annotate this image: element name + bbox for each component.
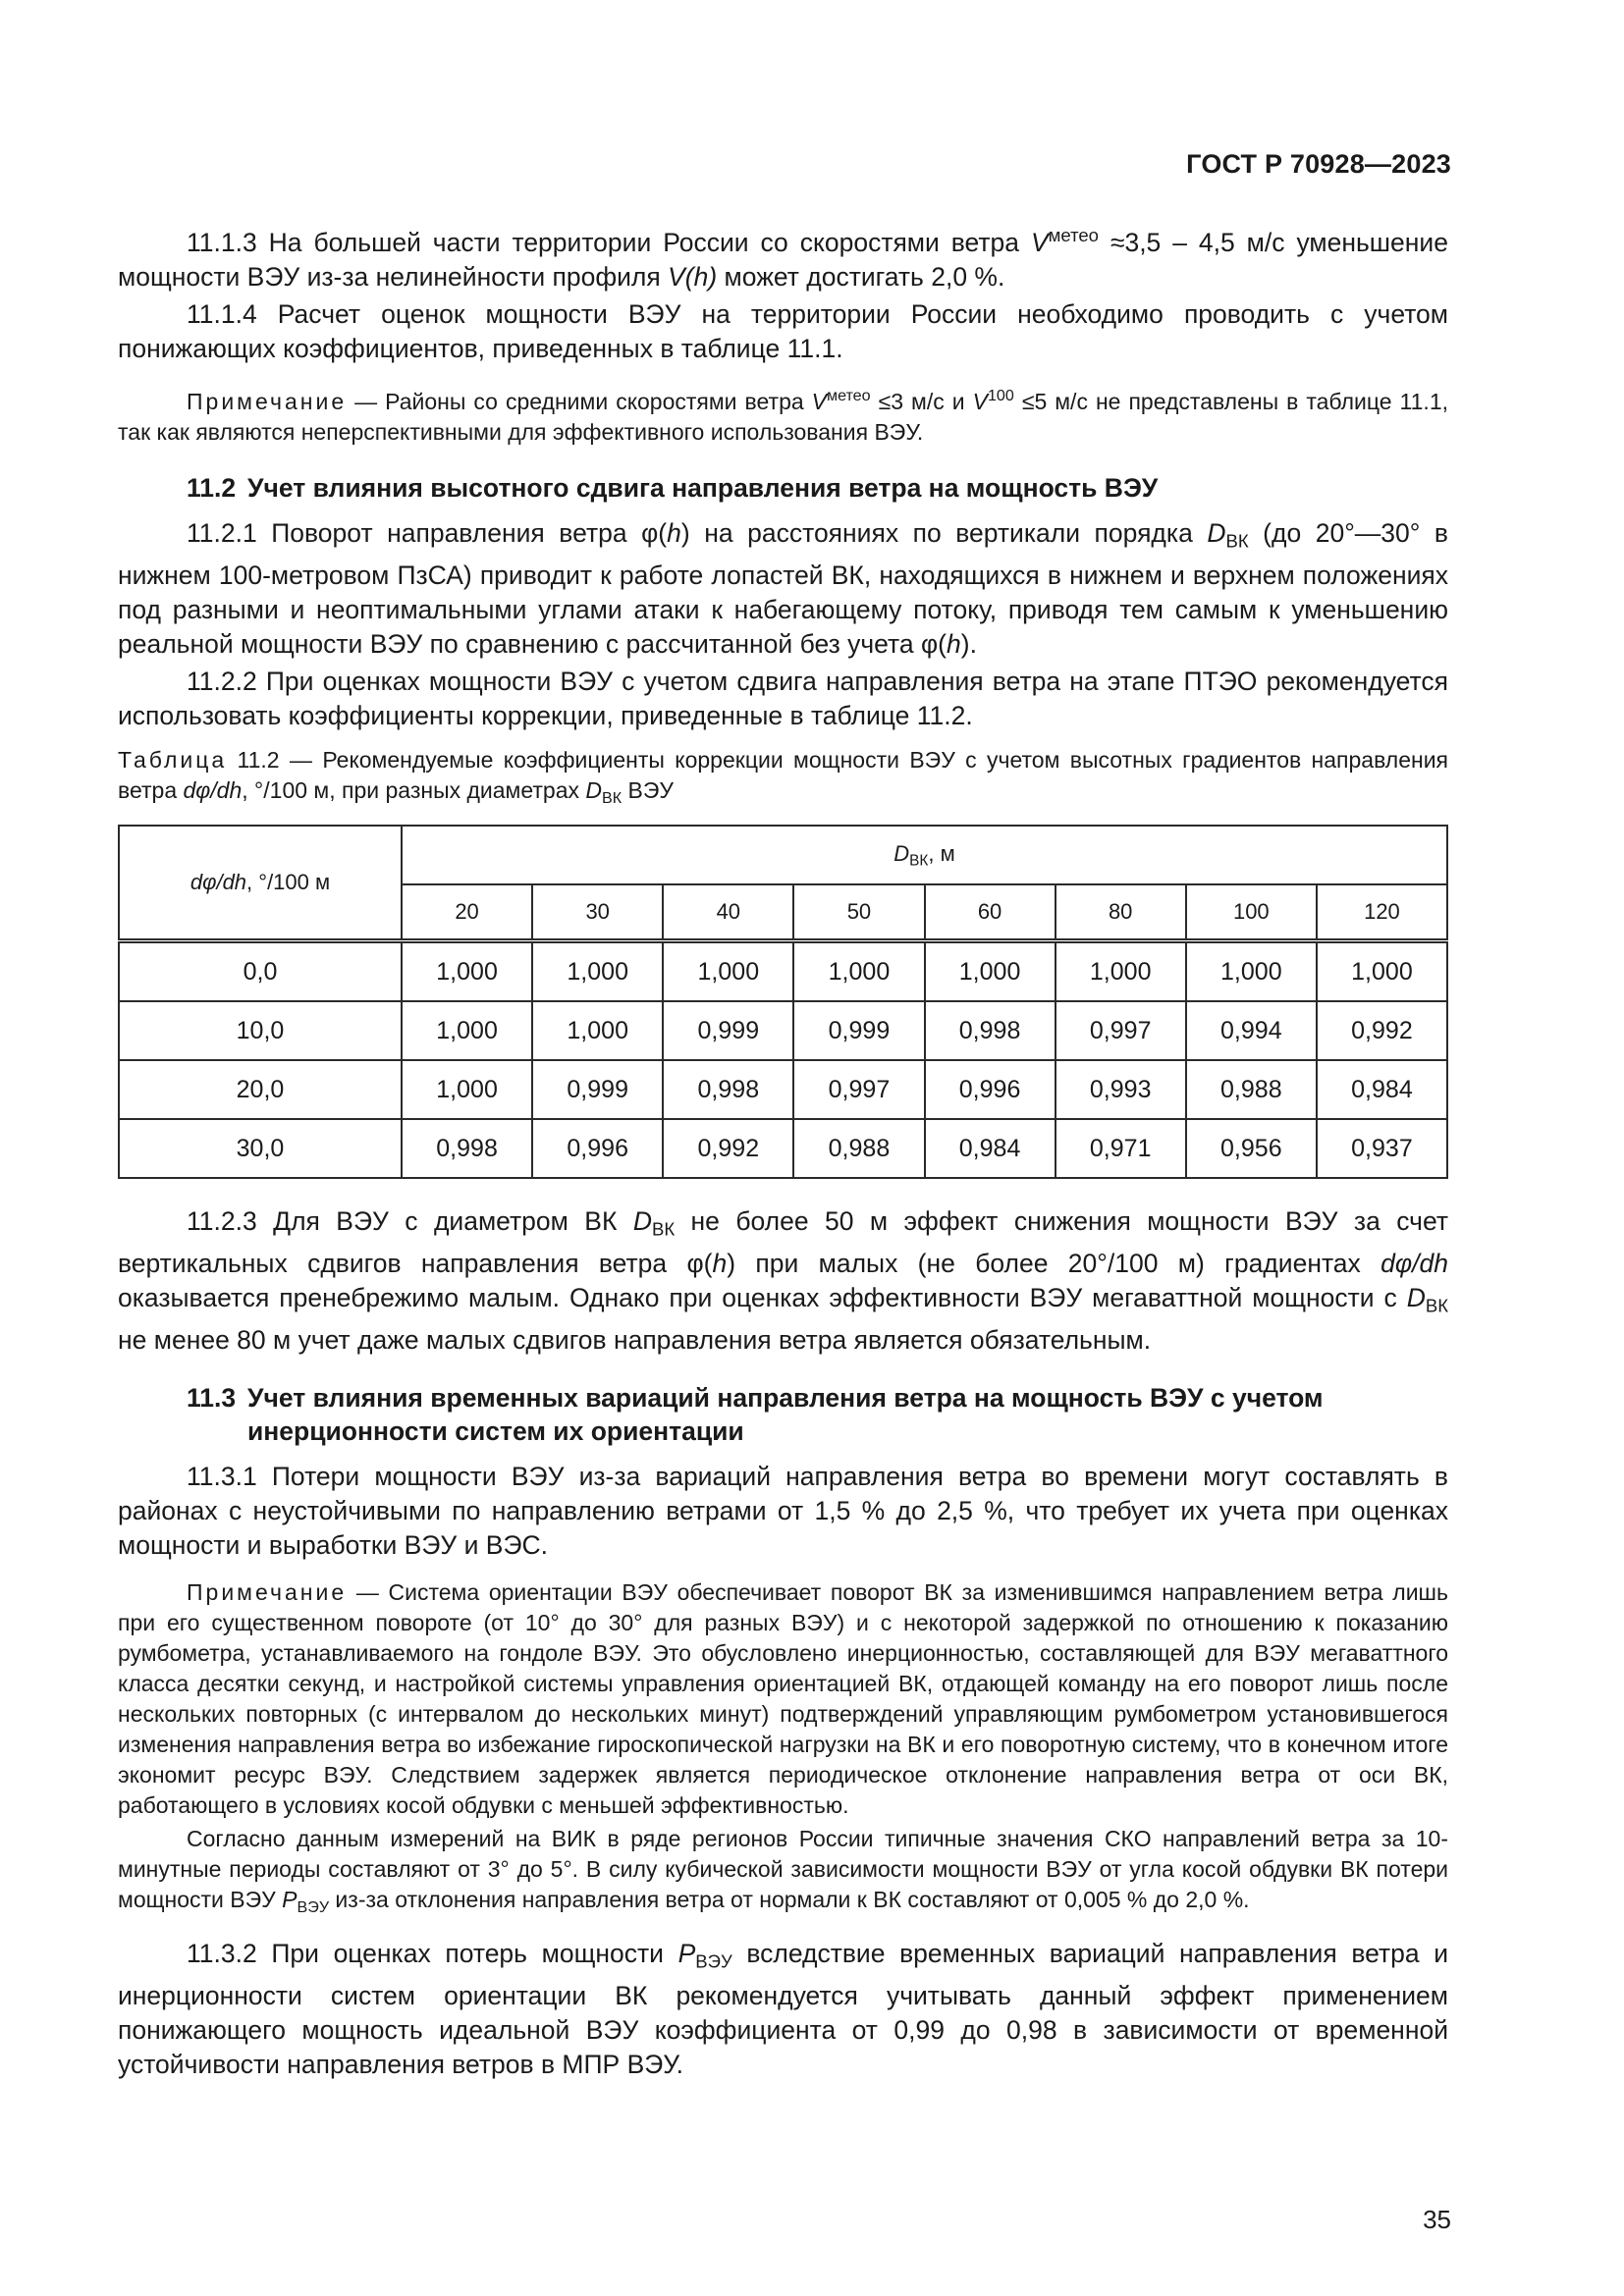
correction-coefficients-table	[118, 825, 1448, 1179]
table-column-header: 20	[402, 884, 532, 941]
page-number: 35	[1423, 2205, 1451, 2234]
table-cell: 1,000	[1317, 941, 1447, 1002]
table-column-header: 30	[532, 884, 663, 941]
table-column-header: 120	[1317, 884, 1447, 941]
table-cell: 0,999	[663, 1001, 793, 1060]
paragraph-11-3-2: 11.3.2 При оценках потерь мощности $P_{ВЭУ}$ вследствие временных вариаций направления ветра и инерционности систем ориентации ВК рекомендуется учитывать данный эффект применением понижающего мощность идеальной ВЭУ коэффициента от 0,99 до 0,98 в зависимости от временной устойчивости направления ветров в МПР ВЭУ.	[118, 1939, 1448, 2079]
table-row	[119, 1001, 1447, 1060]
note-1: Примечание — Районы со средними скоростями ветра $V^{метео} \le 3$ м/с и $V^{100} \le 5$ м/с не представлены в таблице 11.1, так как являются неперспективными для эффективного использования ВЭУ.	[118, 387, 1448, 446]
note-label: Примечание	[187, 389, 348, 415]
table-cell: 0,971	[1056, 1119, 1186, 1178]
table-cell: 0,984	[925, 1119, 1056, 1178]
table-row-label: 30,0	[119, 1119, 402, 1178]
table-body	[119, 941, 1447, 1179]
table-cell: 0,988	[1186, 1060, 1317, 1119]
table-cell: 0,992	[1317, 1001, 1447, 1060]
paragraph-11-2-1: 11.2.1 Поворот направления ветра φ(h) на расстояниях по вертикали порядка $D_{ВК}$ (до 20°—30° в нижнем 100-метровом ПзСА) приводит к работе лопастей ВК, находящихся в нижнем и верхнем положениях под разными и неоптимальными углами атаки к набегающему потоку, приводя тем самым к уменьшению реальной мощности ВЭУ по сравнению с рассчитанной без учета φ(h).	[118, 518, 1448, 659]
table-cell: 1,000	[402, 1060, 532, 1119]
table-cell: 0,998	[402, 1119, 532, 1178]
table-row-label: 0,0	[119, 941, 402, 1002]
section-heading-11-2: 11.2 Учет влияния высотного сдвига направления ветра на мощность ВЭУ	[187, 473, 1159, 504]
table-group-header-cell: $D_{ВК}$, м	[402, 826, 1447, 884]
table-row	[119, 1119, 1447, 1178]
table-cell: 0,998	[925, 1001, 1056, 1060]
paragraph-11-3-1: 11.3.1 Потери мощности ВЭУ из-за вариаций направления ветра во времени могут составлять в районах с неустойчивыми по направлению ветрами от 1,5 % до 2,5 %, что требует их учета при оценках мощности и выработки ВЭУ и ВЭС.	[118, 1461, 1448, 1560]
note-label: Примечание	[187, 1578, 348, 1605]
table-cell: 1,000	[663, 941, 793, 1002]
paragraph-11-2-2: 11.2.2 При оценках мощности ВЭУ с учетом сдвига направления ветра на этапе ПТЭО рекомендуется использовать коэффициенты коррекции, приведенные в таблице 11.2.	[118, 666, 1448, 730]
section-heading-11-3: 11.3 Учет влияния временных вариаций направления ветра на мощность ВЭУ с учетом инерционности систем их ориентации	[187, 1382, 1324, 1446]
paragraph-11-1-4: 11.1.4 Расчет оценок мощности ВЭУ на территории России необходимо проводить с учетом понижающих коэффициентов, приведенных в таблице 11.1.	[118, 299, 1448, 364]
table-cell: 0,992	[663, 1119, 793, 1178]
table-cell: 0,998	[663, 1060, 793, 1119]
paragraph-11-2-3: 11.2.3 Для ВЭУ с диаметром ВК $D_{ВК}$ не более 50 м эффект снижения мощности ВЭУ за счет вертикальных сдвигов направления ветра φ(h) при малых (не более 20°/100 м) градиентах dφ/dh оказывается пренебрежимо малым. Однако при оценках эффективности ВЭУ мегаваттной мощности с $D_{ВК}$ не менее 80 м учет даже малых сдвигов направления ветра является обязательным.	[118, 1206, 1448, 1355]
table-cell: 1,000	[532, 1001, 663, 1060]
table-cell: 0,988	[793, 1119, 924, 1178]
table-cell: 1,000	[925, 941, 1056, 1002]
table-cell: 0,996	[532, 1119, 663, 1178]
table-cell: 1,000	[1056, 941, 1186, 1002]
note-2-continuation: Согласно данным измерений на ВИК в ряде регионов России типичные значения СКО направлений ветра за 10-минутные периоды составляют от 3° до 5°. В силу кубической зависимости мощности ВЭУ от угла косой обдувки ВК потери мощности ВЭУ $P_{ВЭУ}$ из-за отклонения направления ветра от нормали к ВК составляют от 0,005 % до 2,0 %.	[118, 1825, 1448, 1916]
table-column-header: 80	[1056, 884, 1186, 941]
table-caption: Таблица 11.2 — Рекомендуемые коэффициенты коррекции мощности ВЭУ с учетом высотных градиентов направления ветра dφ/dh, °/100 м, при разных диаметрах $D_{ВК}$ ВЭУ	[118, 746, 1448, 807]
table-column-header: 40	[663, 884, 793, 941]
table-row	[119, 941, 1447, 1002]
document-id-header: ГОСТ Р 70928—2023	[1186, 149, 1451, 179]
note-2: Примечание — Система ориентации ВЭУ обеспечивает поворот ВК за изменившимся направлением ветра лишь при его существенном повороте (от 10° до 30° для разных ВЭУ) и с некоторой задержкой по отношению к показанию румбометра, устанавливаемого на гондоле ВЭУ. Это обусловлено инерционностью, составляющей для ВЭУ мегаваттного класса десятки секунд, и настройкой системы управления ориентацией ВК, отдающей команду на его поворот лишь после нескольких повторных (с интервалом до нескольких минут) подтверждений управляющим румбометром установившегося изменения направления ветра во избежание гироскопической нагрузки на ВК и его поворотную систему, что в конечном итоге экономит ресурс ВЭУ. Следствием задержек является периодическое отклонение направления ветра от оси ВК, работающего в условиях косой обдувки с меньшей эффективностью.	[118, 1578, 1448, 1818]
table-cell: 0,956	[1186, 1119, 1317, 1178]
page-content	[118, 218, 1448, 2085]
table-column-header: 60	[925, 884, 1056, 941]
table-column-header: 100	[1186, 884, 1317, 941]
table-cell: 0,937	[1317, 1119, 1447, 1178]
table-cell: 1,000	[793, 941, 924, 1002]
table-cell: 1,000	[402, 1001, 532, 1060]
table-cell: 0,984	[1317, 1060, 1447, 1119]
table-cell: 0,997	[1056, 1001, 1186, 1060]
table-caption-label: Таблица	[118, 746, 228, 773]
paragraph-11-1-3: 11.1.3 На большей части территории России со скоростями ветра $V^{метео} \approx 3,5 - 4,5$ м/с уменьшение мощности ВЭУ из-за нелинейности профиля V(h) может достигать 2,0 %.	[118, 225, 1448, 293]
table-row-label: 20,0	[119, 1060, 402, 1119]
table-cell: 0,999	[793, 1001, 924, 1060]
table-cell: 1,000	[402, 941, 532, 1002]
table-row	[119, 1060, 1447, 1119]
table-cell: 1,000	[532, 941, 663, 1002]
table-cell: 1,000	[1186, 941, 1317, 1002]
table-cell: 0,996	[925, 1060, 1056, 1119]
table-cell: 0,997	[793, 1060, 924, 1119]
table-cell: 0,993	[1056, 1060, 1186, 1119]
table-column-header: 50	[793, 884, 924, 941]
table-row-header-cell: dφ/dh, °/100 м	[119, 826, 402, 941]
table-cell: 0,999	[532, 1060, 663, 1119]
table-cell: 0,994	[1186, 1001, 1317, 1060]
table-row-label: 10,0	[119, 1001, 402, 1060]
